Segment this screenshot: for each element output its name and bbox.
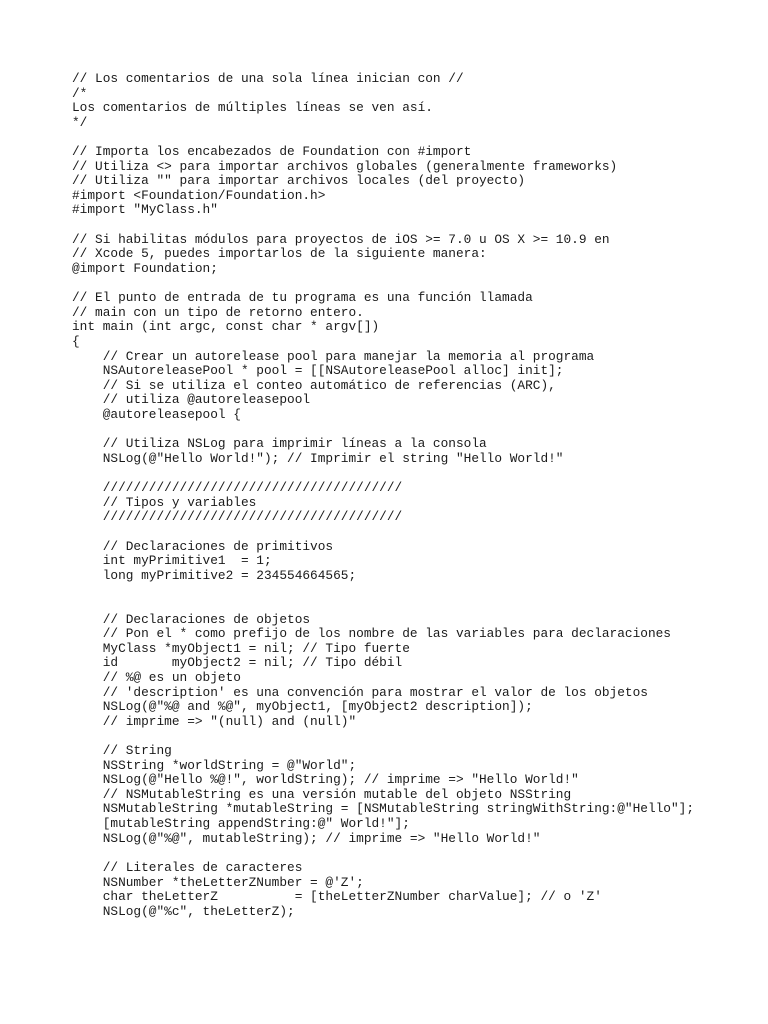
code-line: // imprime => "(null) and (null)"	[72, 713, 357, 729]
code-line: ///////////////////////////////////////	[72, 480, 403, 496]
code-line: // Los comentarios de una sola línea inician con //	[72, 71, 464, 86]
code-line: // main con un tipo de retorno entero.	[72, 304, 364, 320]
code-line: // Importa los encabezados de Foundation con #import	[72, 144, 472, 160]
code-line	[72, 466, 694, 481]
code-line	[72, 277, 694, 292]
code-line: char theLetterZ = [theLetterZNumber charValue]; // o 'Z'	[72, 889, 602, 905]
code-line: // Tipos y variables	[72, 494, 257, 510]
code-line: ///////////////////////////////////////	[72, 509, 403, 525]
code-line	[72, 525, 694, 540]
code-line: NSLog(@"%@ and %@", myObject1, [myObject2 description]);	[72, 699, 533, 715]
code-line: NSLog(@"Hello %@!", worldString); // imprime => "Hello World!"	[72, 772, 579, 788]
code-line: // Si habilitas módulos para proyectos de iOS >= 7.0 u OS X >= 10.9 en	[72, 231, 610, 247]
code-line: // Utiliza <> para importar archivos globales (generalmente frameworks)	[72, 158, 618, 174]
code-line: id myObject2 = nil; // Tipo débil	[72, 655, 403, 671]
code-line	[72, 130, 694, 145]
code-line: @autoreleasepool {	[72, 407, 241, 423]
code-line: NSLog(@"%@", mutableString); // imprime => "Hello World!"	[72, 830, 541, 846]
code-line: #import "MyClass.h"	[72, 202, 218, 218]
code-line	[72, 583, 694, 598]
code-line: int main (int argc, const char * argv[])	[72, 319, 380, 335]
code-line: NSString *worldString = @"World";	[72, 757, 357, 773]
code-line: NSLog(@"Hello World!"); // Imprimir el string "Hello World!"	[72, 450, 564, 466]
code-line: MyClass *myObject1 = nil; // Tipo fuerte	[72, 640, 410, 656]
code-line: // 'description' es una convención para mostrar el valor de los objetos	[72, 684, 648, 700]
code-listing	[72, 72, 694, 919]
code-line: // %@ es un objeto	[72, 669, 241, 685]
code-line: // Literales de caracteres	[72, 859, 303, 875]
code-line: /*	[72, 85, 88, 101]
code-line: // Si se utiliza el conteo automático de referencias (ARC),	[72, 377, 556, 393]
code-line: Los comentarios de múltiples líneas se ven así.	[72, 100, 433, 116]
code-line: // String	[72, 743, 172, 759]
code-line: // Declaraciones de objetos	[72, 611, 311, 627]
code-line: // Xcode 5, puedes importarlos de la siguiente manera:	[72, 246, 487, 262]
code-line: // Crear un autorelease pool para manejar la memoria al programa	[72, 348, 595, 364]
code-line: int myPrimitive1 = 1;	[72, 553, 272, 569]
code-line	[72, 218, 694, 233]
code-line: NSNumber *theLetterZNumber = @'Z';	[72, 874, 364, 890]
code-line	[72, 729, 694, 744]
code-line: */	[72, 114, 88, 130]
code-line: {	[72, 333, 80, 349]
code-line: NSMutableString *mutableString = [NSMutableString stringWithString:@"Hello"];	[72, 801, 695, 817]
code-line: // utiliza @autoreleasepool	[72, 392, 311, 408]
code-line	[72, 846, 694, 861]
code-line: [mutableString appendString:@" World!"];	[72, 816, 410, 832]
code-line: NSAutoreleasePool * pool = [[NSAutoreleasePool alloc] init];	[72, 363, 564, 379]
code-line	[72, 598, 694, 613]
code-line: @import Foundation;	[72, 260, 218, 276]
code-line: #import <Foundation/Foundation.h>	[72, 187, 326, 203]
code-line: // Pon el * como prefijo de los nombre de las variables para declaraciones	[72, 626, 671, 642]
code-line: long myPrimitive2 = 234554664565;	[72, 567, 357, 583]
code-line: // Utiliza NSLog para imprimir líneas a la consola	[72, 436, 487, 452]
code-line: // Utiliza "" para importar archivos locales (del proyecto)	[72, 173, 526, 189]
code-line: // El punto de entrada de tu programa es una función llamada	[72, 290, 533, 306]
code-line	[72, 423, 694, 438]
code-line: NSLog(@"%c", theLetterZ);	[72, 903, 295, 919]
code-line: // NSMutableString es una versión mutable del objeto NSString	[72, 786, 572, 802]
code-line: // Declaraciones de primitivos	[72, 538, 334, 554]
